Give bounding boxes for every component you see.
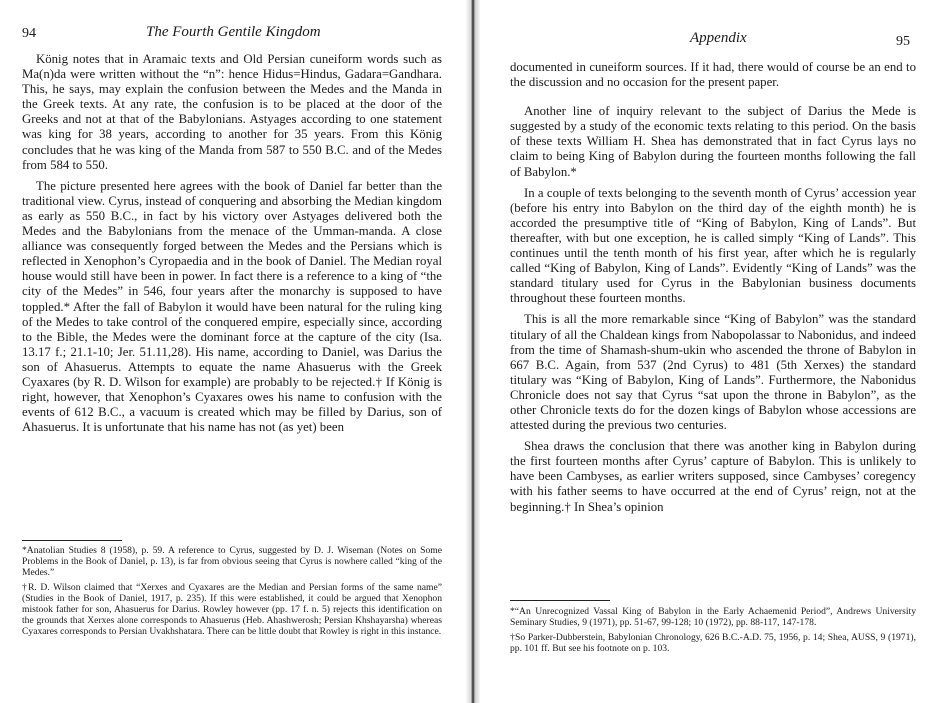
left-footnotes [22, 545, 442, 641]
right-page-number: 95 [896, 34, 910, 49]
right-footnotes [510, 606, 916, 658]
right-page [478, 0, 941, 703]
right-body-text [510, 60, 916, 521]
footnote: *Anatolian Studies 8 (1958), p. 59. A reference to Cyrus, suggested by D. J. Wiseman (Notes on Some Problems in the Book of Daniel, p. 13), is far from obvious seeing that Cyrus is nowhere called “king of the Medes.” [22, 545, 442, 578]
paragraph: The picture presented here agrees with the book of Daniel far better than the traditional view. Cyrus, instead of conquering and absorbing the Median kingdom as early as 550 B.C., in fact by his victory over Astyages delivered both the Medes and the Babylonians from the menace of the Umman-manda. A close alliance was consequently forged between the Medes and the Persians which is reflected in Xenophon’s Cyropaedia and in the book of Daniel. The Median royal house would still have been in power. In fact there is a reference to a king of “the city of the Medes” in 546, four years after the monarchy is supposed to have toppled.* After the fall of Babylon it would have been natural for the ruling king of the Medes to take control of the conquered empire, especially since, according to the Bible, the Medes were the dominant force at the capture of the city (Isa. 13.17 f.; 21.1-10; Jer. 51.11,28). His name, according to Daniel, was Darius the son of Ahasuerus. Attempts to equate the name Ahasuerus with the Greek Cyaxares (by R. D. Wilson for example) are probably to be rejected.† If König is right, however, that Xenophon’s Cyaxares owes his name to confusion with the events of 612 B.C., a vacuum is created which may be filled by Darius, son of Ahasuerus. It is unfortunate that his name has not (as yet) been [22, 178, 442, 435]
left-body-text [22, 52, 442, 441]
left-running-head: The Fourth Gentile Kingdom [146, 24, 321, 40]
footnote: *“An Unrecognized Vassal King of Babylon in the Early Achaemenid Period”, Andrews University Seminary Studies, 9 (1971), pp. 51-67, 99-128; 10 (1972), pp. 88-117, 147-178. [510, 606, 916, 628]
footnote-divider [22, 540, 122, 541]
right-running-head: Appendix [690, 30, 747, 46]
left-page-number: 94 [22, 26, 36, 41]
paragraph: König notes that in Aramaic texts and Old Persian cuneiform words such as Ma(n)da were written without the “n”: hence Hidus=Hindus, Gadara=Gandhara. This, he says, may explain the confusion between the Medes and the Manda in the Greek texts. At any rate, the confusion is to be placed at the door of the Greeks and not at that of the Babylonians. Astyages according to one statement was king for 38 years, according to another for 35 years. From this König concludes that he was king of the Manda from 587 to 550 B.C. and of the Medes from 584 to 550. [22, 52, 442, 172]
footnote: †R. D. Wilson claimed that “Xerxes and Cyaxares are the Median and Persian forms of the same name” (Studies in the Book of Daniel, 1917, p. 235). If this were established, it could be argued that Xenophon mistook father for son, Ahasuerus for Darius. Rowley however (pp. 17 f. n. 5) rejects this identification on the grounds that Xerxes alone corresponds to Ahasuerus (Heb. Ahashwerosh; Persian Khshayarsha) whereas Cyaxares corresponds to Persian Uvakhshatara. There can be little doubt that Rowley is right in this instance. [22, 582, 442, 637]
left-page [0, 0, 468, 703]
footnote-divider [510, 600, 610, 601]
paragraph: Shea draws the conclusion that there was another king in Babylon during the first fourteen months after Cyrus’ capture of Babylon. This is unlikely to have been Cambyses, as earlier writers supposed, since Cambyses’ coregency with his father seems to have occurred at the end of Cyrus’ reign, not at the beginning.† In Shea’s opinion [510, 439, 916, 514]
paragraph: This is all the more remarkable since “King of Babylon” was the standard titulary of all the Chaldean kings from Nabopolassar to Nabonidus, and indeed from the time of Shamash-shum-ukin who ascended the throne of Babylon in 667 B.C. Again, from 537 (2nd Cyrus) to 481 (5th Xerxes) the standard titulary was “King of Babylon, King of Lands”. Furthermore, the Nabonidus Chronicle does not say that Cyrus “sat upon the throne in Babylon”, as the other Chronicle texts do for the dozen kings of Babylon whose accessions are attested during the previous two centuries. [510, 312, 916, 433]
paragraph: Another line of inquiry relevant to the subject of Darius the Mede is suggested by a study of the economic texts relating to this period. On the basis of these texts William H. Shea has demonstrated that in fact Cyrus lays no claim to being King of Babylon during the fourteen months following the fall of Babylon.* [510, 104, 916, 179]
paragraph: In a couple of texts belonging to the seventh month of Cyrus’ accession year (before his entry into Babylon on the third day of the eighth month) he is accorded the presumptive title of “King of Babylon, King of Lands”. But thereafter, with but one exception, he is called simply “King of Lands”. This continues until the tenth month of his first year, after which he is regularly called “King of Babylon, King of Lands”. Evidently “King of Lands” was the standard titulary used for Cyrus in the Babylonian business documents throughout these fourteen months. [510, 185, 916, 306]
footnote: †So Parker-Dubberstein, Babylonian Chronology, 626 B.C.-A.D. 75, 1956, p. 14; Shea, AUSS, 9 (1971), pp. 101 ff. But see his footnote on p. 103. [510, 632, 916, 654]
paragraph: documented in cuneiform sources. If it had, there would of course be an end to the discussion and no occasion for the present paper. [510, 60, 916, 90]
